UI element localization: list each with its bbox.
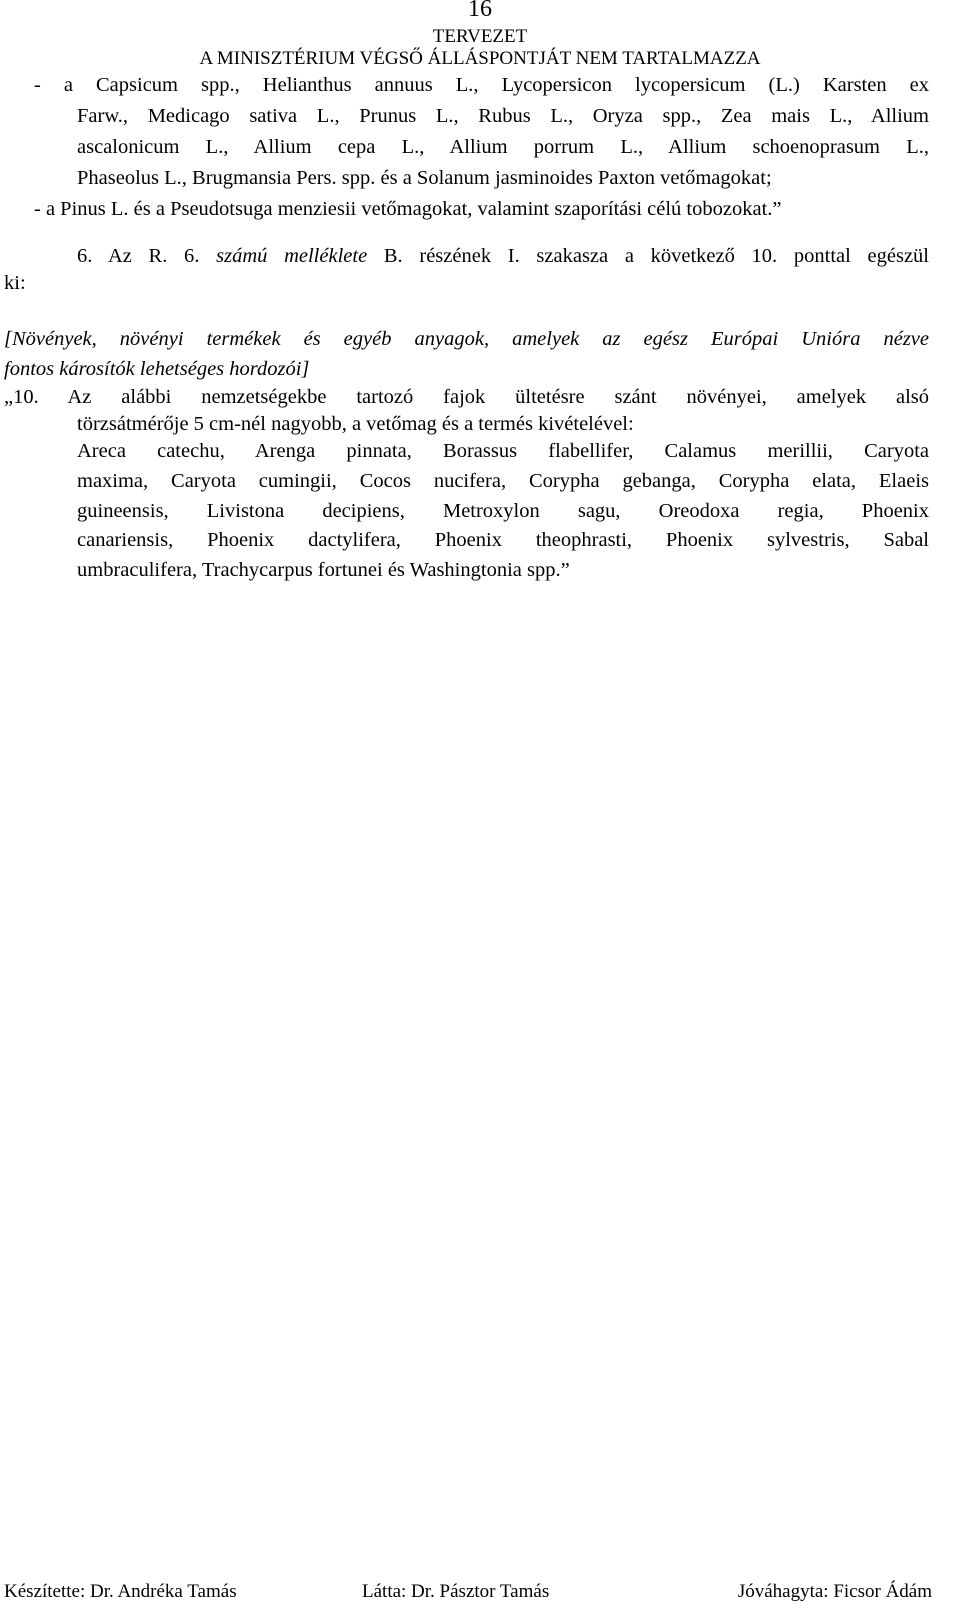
list-line: - a Capsicum spp., Helianthus annuus L., Lycopersicon lycopersicum (L.) Karsten ex <box>34 74 929 96</box>
section-heading-line: [Növények, növényi termékek és egyéb anyagok, amelyek az egész Európai Unióra nézve <box>4 328 929 350</box>
footer-prepared-by: Készítette: Dr. Andréka Tamás <box>4 1581 237 1602</box>
amendment-part: B. részének I. szakasza a következő 10. ponttal egészül <box>367 245 929 267</box>
amendment-part-italic: számú melléklete <box>216 245 368 267</box>
section-heading-line: fontos károsítók lehetséges hordozói] <box>4 358 310 380</box>
amendment-part: 6. Az R. 6. <box>77 245 217 267</box>
footer-approved-by: Jóváhagyta: Ficsor Ádám <box>737 1581 932 1602</box>
page-number: 16 <box>468 0 492 22</box>
point-10-line: umbraculifera, Trachycarpus fortunei és Washingtonia spp.” <box>77 559 570 581</box>
point-10-line: Areca catechu, Arenga pinnata, Borassus flabellifer, Calamus merillii, Caryota <box>77 440 929 462</box>
list-line: Phaseolus L., Brugmansia Pers. spp. és a Solanum jasminoides Paxton vetőmagokat; <box>77 167 772 189</box>
ki-label: ki: <box>4 272 26 294</box>
footer-reviewed-by: Látta: Dr. Pásztor Tamás <box>362 1581 550 1602</box>
point-10-line: maxima, Caryota cumingii, Cocos nucifera, Corypha gebanga, Corypha elata, Elaeis <box>77 470 929 492</box>
list-line: Farw., Medicago sativa L., Prunus L., Rubus L., Oryza spp., Zea mais L., Allium <box>77 105 929 127</box>
amendment-line <box>77 241 929 272</box>
point-10-line: canariensis, Phoenix dactylifera, Phoenix theophrasti, Phoenix sylvestris, Sabal <box>77 529 929 551</box>
disclaimer: A MINISZTÉRIUM VÉGSŐ ÁLLÁSPONTJÁT NEM TARTALMAZZA <box>199 48 761 69</box>
list-line: - a Pinus L. és a Pseudotsuga menziesii vetőmagokat, valamint szaporítási célú tobozokat.” <box>34 198 782 220</box>
list-line: ascalonicum L., Allium cepa L., Allium porrum L., Allium schoenoprasum L., <box>77 136 929 158</box>
point-10-line: „10. Az alábbi nemzetségekbe tartozó fajok ültetésre szánt növényei, amelyek alsó <box>4 386 929 408</box>
point-10-line: törzsátmérője 5 cm-nél nagyobb, a vetőmag és a termés kivételével: <box>77 413 634 435</box>
draft-label: TERVEZET <box>432 26 528 47</box>
point-10-line: guineensis, Livistona decipiens, Metroxylon sagu, Oreodoxa regia, Phoenix <box>77 500 929 522</box>
